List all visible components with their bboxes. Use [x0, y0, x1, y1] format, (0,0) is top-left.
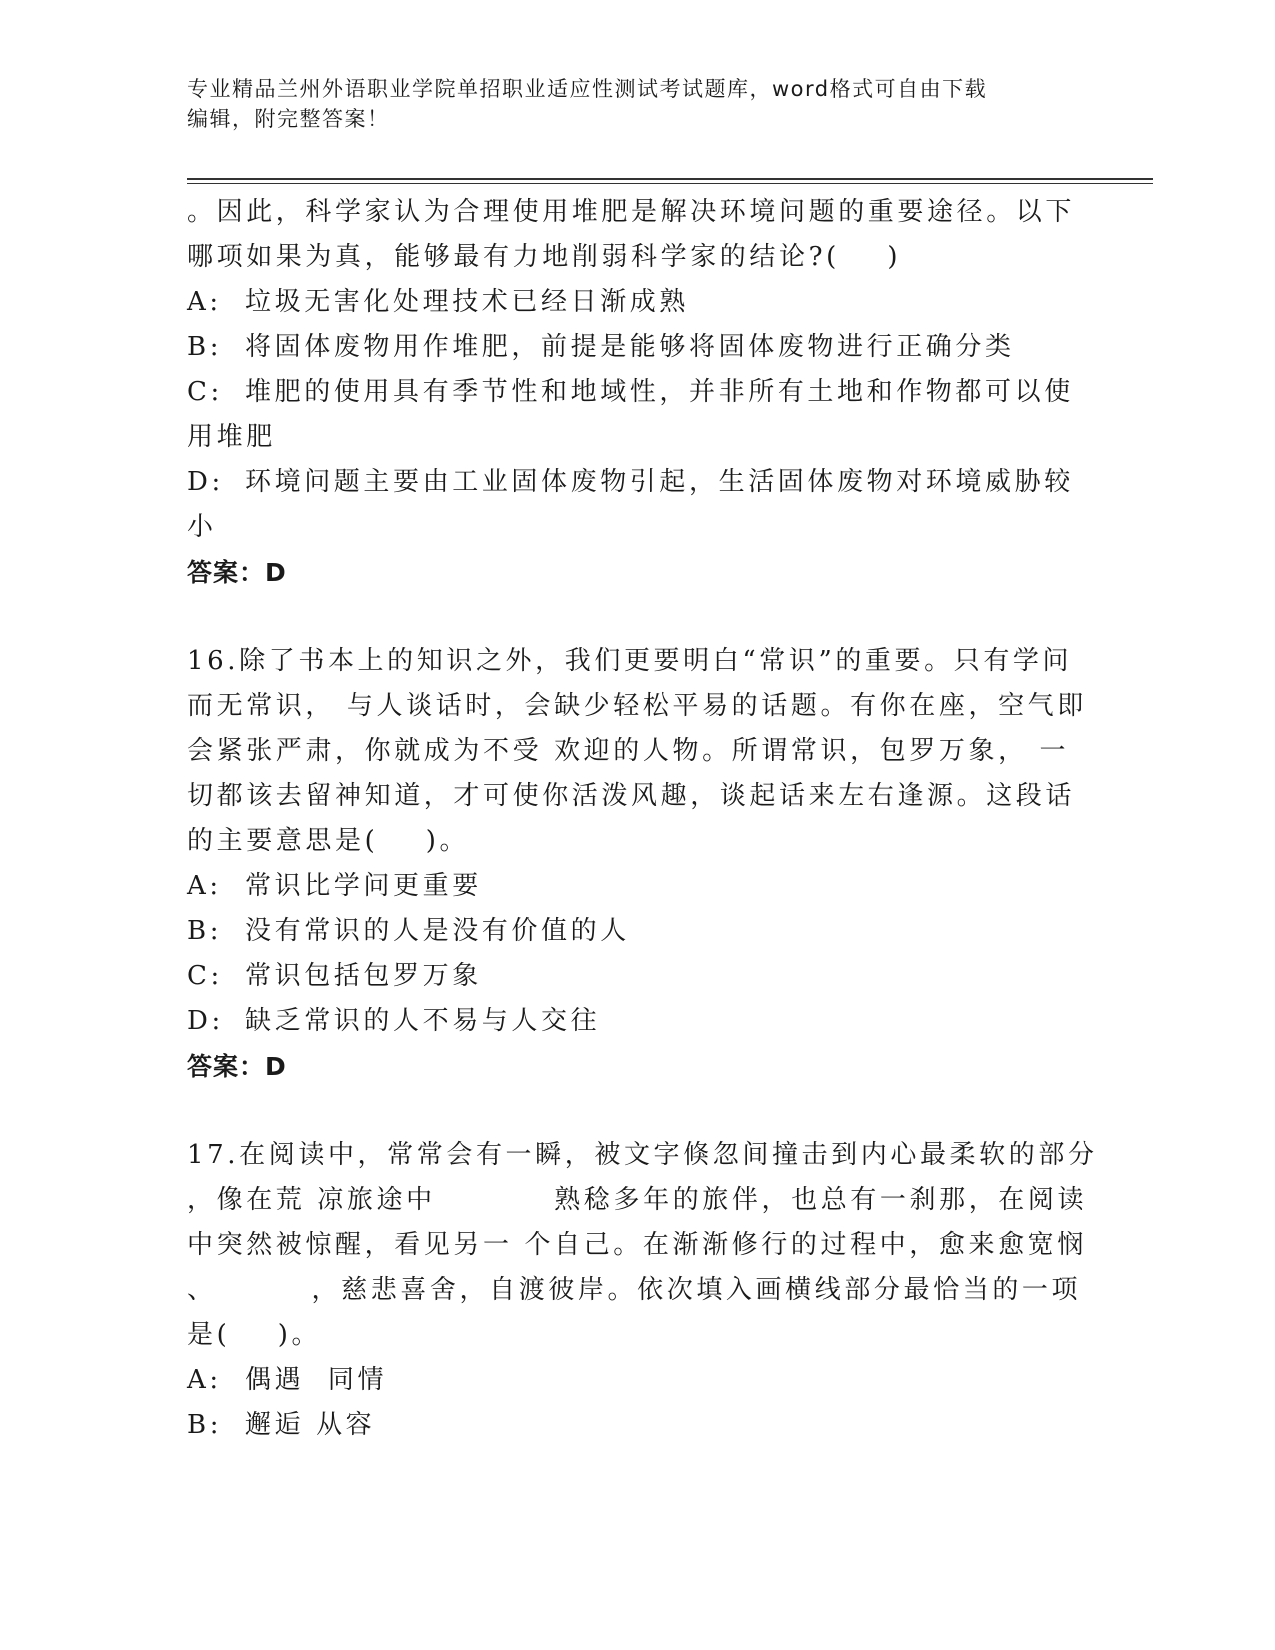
question-stem-line: 哪项如果为真，能够最有力地削弱科学家的结论?( )	[187, 242, 902, 272]
question-stem-line: 切都该去留神知道，才可使你活泼风趣，谈起话来左右逢源。这段话	[187, 781, 1076, 811]
question-15	[187, 190, 1076, 596]
option-key: B:	[187, 1410, 223, 1440]
document-header	[187, 74, 1087, 134]
option-a	[187, 864, 1067, 909]
option-c-continued: 用堆肥	[187, 422, 276, 452]
option-key: D:	[187, 1006, 224, 1036]
option-text: 垃圾无害化处理技术已经日渐成熟	[245, 287, 690, 317]
option-b	[187, 909, 1067, 954]
question-stem-line: 会紧张严肃，你就成为不受 欢迎的人物。所谓常识，包罗万象， 一	[187, 736, 1070, 766]
option-text: 邂逅 从容	[245, 1410, 376, 1440]
question-stem-line: 、 ，慈悲喜舍，自渡彼岸。依次填入画横线部分最恰当的一项	[187, 1275, 1082, 1305]
question-stem-line: 17.在阅读中，常常会有一瞬，被文字倏忽间撞击到内心最柔软的部分	[187, 1140, 1098, 1170]
option-d-continued: 小	[187, 512, 217, 542]
question-17	[187, 1133, 1098, 1448]
option-a	[187, 1358, 1067, 1403]
option-b	[187, 1403, 1067, 1448]
option-text: 常识比学问更重要	[245, 871, 482, 901]
option-text: 缺乏常识的人不易与人交往	[245, 1006, 601, 1036]
option-text: 偶遇 同情	[245, 1365, 388, 1395]
question-content	[187, 190, 1098, 1448]
option-key: B:	[187, 332, 223, 362]
header-line-1: 专业精品兰州外语职业学院单招职业适应性测试考试题库，word格式可自由下载	[187, 77, 988, 101]
question-stem-line: 16.除了书本上的知识之外，我们更要明白“常识”的重要。只有学问	[187, 646, 1073, 676]
question-stem-line: 。因此，科学家认为合理使用堆肥是解决环境问题的重要途径。以下	[187, 197, 1076, 227]
option-key: A:	[187, 871, 222, 901]
question-16	[187, 639, 1087, 1090]
option-c	[187, 370, 1074, 415]
option-text: 堆肥的使用具有季节性和地域性，并非所有土地和作物都可以使	[245, 377, 1074, 407]
option-key: D:	[187, 467, 224, 497]
option-key: C:	[187, 961, 223, 991]
option-text: 将固体废物用作堆肥，前提是能够将固体废物进行正确分类	[245, 332, 1015, 362]
option-text: 没有常识的人是没有价值的人	[245, 916, 630, 946]
option-key: B:	[187, 916, 223, 946]
spacer	[187, 596, 1067, 639]
header-line-2: 编辑，附完整答案！	[187, 107, 390, 131]
answer-line: 答案：D	[187, 1052, 287, 1081]
header-rule-thin	[187, 183, 1153, 184]
option-c	[187, 954, 1067, 999]
question-stem-line: ，像在荒 凉旅途中 熟稔多年的旅伴，也总有一刹那，在阅读	[187, 1185, 1088, 1215]
answer-line: 答案：D	[187, 558, 287, 587]
question-stem-line: 的主要意思是( )。	[187, 826, 470, 856]
option-key: A:	[187, 1365, 222, 1395]
question-stem-line: 中突然被惊醒，看见另一 个自己。在渐渐修行的过程中，愈来愈宽悯	[187, 1230, 1087, 1260]
option-a	[187, 280, 1067, 325]
option-text: 环境问题主要由工业固体废物引起，生活固体废物对环境威胁较	[245, 467, 1074, 497]
option-b	[187, 325, 1067, 370]
question-stem-line: 是( )。	[187, 1320, 322, 1350]
option-d	[187, 999, 1067, 1044]
option-key: A:	[187, 287, 222, 317]
question-stem-line: 而无常识， 与人谈话时，会缺少轻松平易的话题。有你在座，空气即	[187, 691, 1087, 721]
option-d	[187, 460, 1074, 505]
header-rule-thick	[187, 178, 1153, 180]
option-key: C:	[187, 377, 223, 407]
option-text: 常识包括包罗万象	[245, 961, 482, 991]
spacer	[187, 1090, 1067, 1133]
